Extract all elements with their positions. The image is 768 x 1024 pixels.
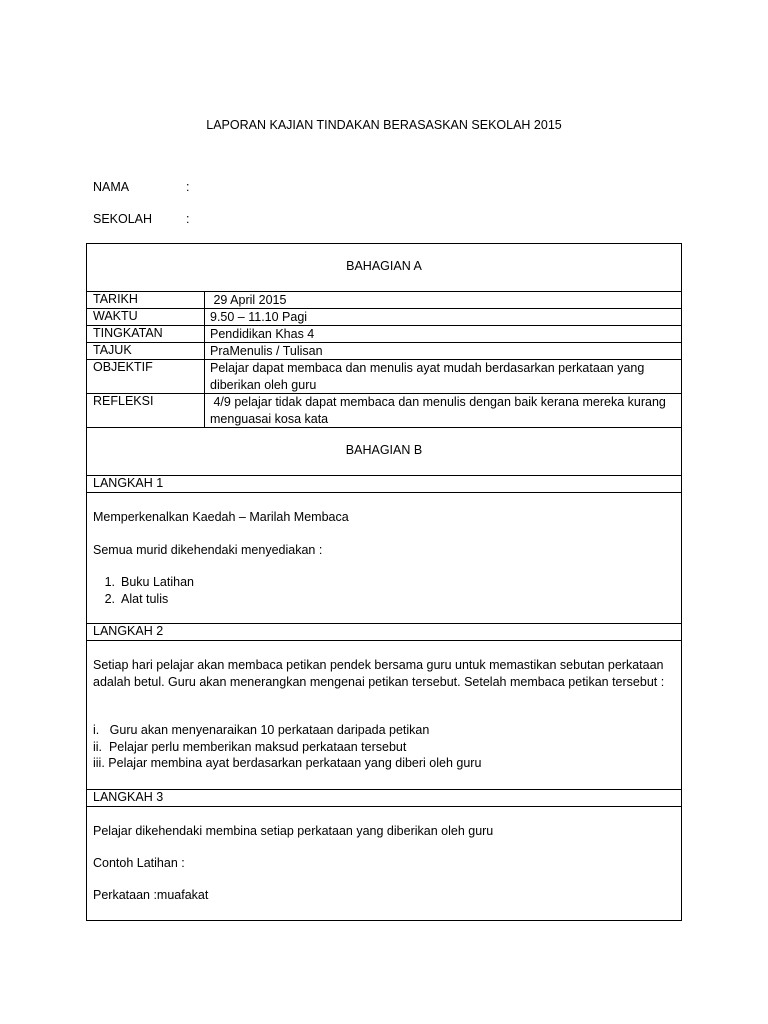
contoh-latihan-label: Contoh Latihan : — [93, 856, 185, 870]
row-label-tarikh: TARIKH — [93, 292, 138, 306]
row-value-refleksi: 4/9 pelajar tidak dapat membaca dan menulis dengan baik kerana mereka kurang menguasai kosa kata — [210, 395, 670, 426]
row-label-tajuk: TAJUK — [93, 343, 132, 357]
row-label-tingkatan: TINGKATAN — [93, 326, 163, 340]
bahagian-b-title: BAHAGIAN B — [345, 443, 423, 457]
table-divider — [86, 640, 682, 641]
row-label-refleksi: REFLEKSI — [93, 394, 154, 408]
list-item-text: Alat tulis — [121, 592, 169, 606]
row-label-waktu: WAKTU — [93, 309, 138, 323]
nama-colon: : — [186, 180, 190, 194]
list-item: i. Guru akan menyenaraikan 10 perkataan daripada petikan — [93, 723, 430, 737]
table-divider — [86, 492, 682, 493]
list-item: iii. Pelajar membina ayat berdasarkan perkataan yang diberi oleh guru — [93, 756, 482, 770]
langkah-3-heading: LANGKAH 3 — [93, 790, 164, 804]
sekolah-label: SEKOLAH — [93, 212, 153, 226]
langkah-1-heading: LANGKAH 1 — [93, 476, 164, 490]
sekolah-colon: : — [186, 212, 190, 226]
list-item: ii. Pelajar perlu memberikan maksud perkataan tersebut — [93, 740, 407, 754]
nama-label: NAMA — [93, 180, 130, 194]
row-value-waktu: 9.50 – 11.10 Pagi — [210, 310, 308, 324]
table-divider — [86, 789, 682, 790]
bahagian-a-title: BAHAGIAN A — [346, 259, 422, 273]
column-divider — [204, 291, 205, 427]
table-divider — [86, 623, 682, 624]
list-marker: 1. — [104, 575, 115, 589]
row-value-tarikh: 29 April 2015 — [210, 293, 287, 307]
perkataan-example: Perkataan :muafakat — [93, 888, 209, 902]
list-marker: 2. — [104, 592, 115, 606]
langkah-3-paragraph: Pelajar dikehendaki membina setiap perkataan yang diberikan oleh guru — [93, 824, 494, 838]
langkah-2-paragraph: Setiap hari pelajar akan membaca petikan pendek bersama guru untuk memastikan sebutan perkataan adalah betul. Guru akan menerangkan mengenai petikan tersebut. Setelah membaca petikan tersebut : — [93, 658, 665, 689]
table-divider — [86, 475, 682, 476]
list-item-text: Buku Latihan — [121, 575, 194, 589]
langkah-1-instruction: Semua murid dikehendaki menyediakan : — [93, 543, 323, 557]
list-item — [93, 575, 194, 589]
list-item — [93, 592, 168, 606]
document-title: LAPORAN KAJIAN TINDAKAN BERASASKAN SEKOLAH 2015 — [206, 118, 562, 132]
row-value-objektif: Pelajar dapat membaca dan menulis ayat mudah berdasarkan perkataan yang diberikan oleh guru — [210, 361, 645, 392]
row-label-objektif: OBJEKTIF — [93, 360, 153, 374]
row-value-tingkatan: Pendidikan Khas 4 — [210, 327, 315, 341]
langkah-1-intro: Memperkenalkan Kaedah – Marilah Membaca — [93, 510, 349, 524]
table-divider — [86, 806, 682, 807]
row-value-tajuk: PraMenulis / Tulisan — [210, 344, 323, 358]
langkah-2-heading: LANGKAH 2 — [93, 624, 164, 638]
